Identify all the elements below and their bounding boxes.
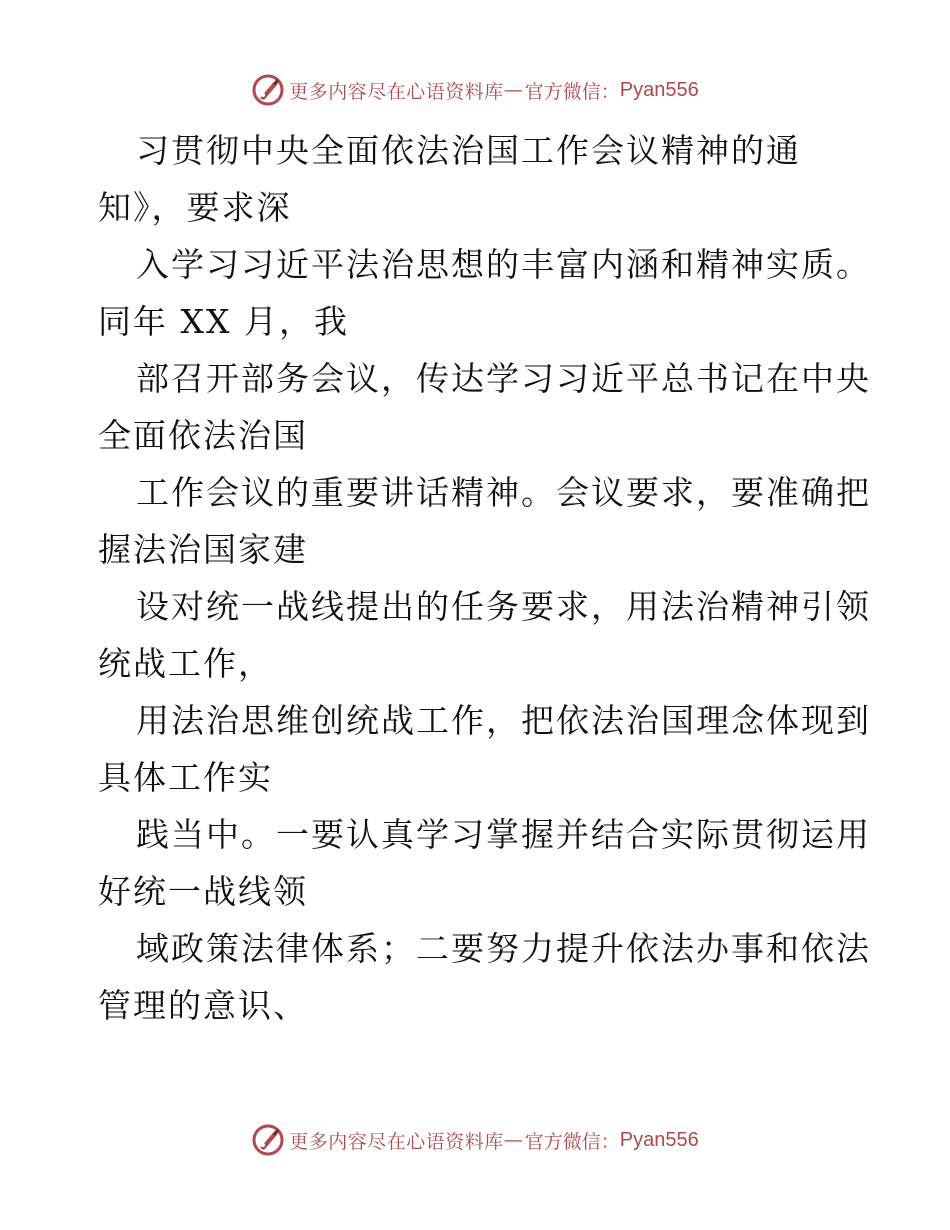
text-line: 入学习习近平法治思想的丰富内涵和精神实质。: [136, 245, 871, 284]
text-line: 全面依法治国: [98, 416, 308, 455]
text-line: 管理的意识、: [98, 986, 308, 1025]
text-line: 握法治国家建: [98, 530, 308, 569]
wechat-id: Pyan556: [619, 1128, 699, 1151]
text-line: 习贯彻中央全面依法治国工作会议精神的通: [136, 131, 801, 170]
text-line: 践当中。一要认真学习掌握并结合实际贯彻运用: [136, 815, 871, 854]
text-line: 工作会议的重要讲话精神。会议要求，要准确把: [136, 473, 871, 512]
banner-separator: —: [503, 1129, 523, 1151]
text-line: 统战工作，: [98, 644, 273, 683]
pen-nib-logo-icon: [251, 1123, 285, 1157]
text-line: 同年 XX 月，我: [98, 302, 349, 341]
wechat-id: Pyan556: [619, 78, 699, 101]
text-line: 设对统一战线提出的任务要求，用法治精神引领: [136, 587, 871, 626]
pen-nib-logo-icon: [251, 73, 285, 107]
document-body: [98, 122, 871, 1034]
text-line: 部召开部务会议，传达学习习近平总书记在中央: [136, 359, 871, 398]
text-line: 域政策法律体系；二要努力提升依法办事和依法: [136, 929, 871, 968]
text-line: 具体工作实: [98, 758, 273, 797]
banner-separator: —: [503, 79, 523, 101]
text-line: 知》，要求深: [98, 188, 292, 227]
footer-banner: [0, 1120, 950, 1160]
text-line: 好统一战线领: [98, 872, 308, 911]
wechat-label: 官方微信：: [524, 80, 620, 103]
text-line: 用法治思维创统战工作，把依法治国理念体现到: [136, 701, 871, 740]
banner-text: 更多内容尽在心语资料库: [289, 80, 504, 103]
banner-text: 更多内容尽在心语资料库: [289, 1130, 504, 1153]
header-banner: [0, 70, 950, 110]
wechat-label: 官方微信：: [524, 1130, 620, 1153]
